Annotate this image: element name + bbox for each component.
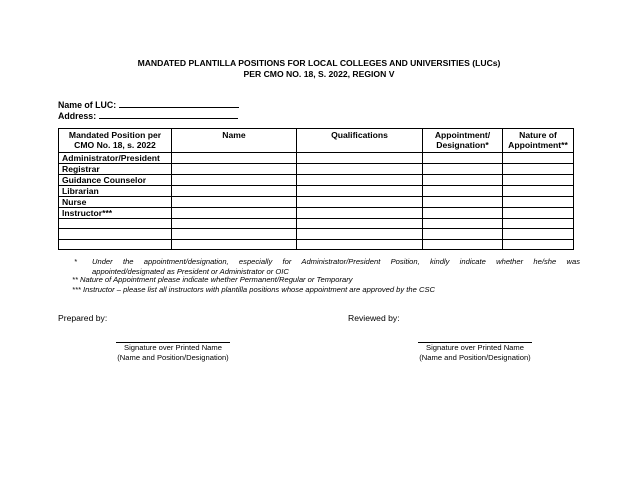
appointment-cell[interactable]: [423, 175, 503, 186]
luc-name-blank[interactable]: [119, 99, 239, 108]
qualifications-cell[interactable]: [297, 229, 423, 239]
position-cell: Guidance Counselor: [59, 175, 172, 186]
qualifications-cell[interactable]: [297, 219, 423, 229]
name-cell[interactable]: [172, 175, 297, 186]
name-cell[interactable]: [172, 186, 297, 197]
table-row: [59, 164, 574, 175]
address-label: Address:: [58, 111, 97, 121]
prepared-by-label: Prepared by:: [58, 313, 108, 323]
header-appointment: [423, 129, 503, 153]
position-cell: Librarian: [59, 186, 172, 197]
address-blank[interactable]: [99, 110, 238, 119]
appointment-cell[interactable]: [423, 229, 503, 239]
appointment-cell[interactable]: [423, 186, 503, 197]
appointment-cell[interactable]: [423, 153, 503, 164]
qualifications-cell[interactable]: [297, 153, 423, 164]
position-cell[interactable]: [59, 229, 172, 239]
qualifications-cell[interactable]: [297, 208, 423, 219]
appointment-cell[interactable]: [423, 219, 503, 229]
appointment-cell[interactable]: [423, 239, 503, 249]
qualifications-cell[interactable]: [297, 164, 423, 175]
name-cell[interactable]: [172, 153, 297, 164]
name-cell[interactable]: [172, 229, 297, 239]
reviewed-signature-caption: [405, 343, 545, 363]
prepared-caption-line1: Signature over Printed Name: [124, 343, 222, 352]
title-line-1: MANDATED PLANTILLA POSITIONS FOR LOCAL COLLEGES AND UNIVERSITIES (LUCs): [137, 58, 501, 68]
qualifications-cell[interactable]: [297, 175, 423, 186]
position-cell[interactable]: [59, 219, 172, 229]
reviewed-by-label: Reviewed by:: [348, 313, 400, 323]
header-position-line2: CMO No. 18, s. 2022: [74, 140, 156, 150]
footnote-1-line2: appointed/designated as President or Administrator or OIC: [92, 267, 289, 276]
position-cell: Instructor***: [59, 208, 172, 219]
nature-cell[interactable]: [503, 239, 574, 249]
nature-cell[interactable]: [503, 208, 574, 219]
reviewed-caption-line2: (Name and Position/Designation): [419, 353, 531, 362]
nature-cell[interactable]: [503, 197, 574, 208]
luc-name-label: Name of LUC:: [58, 100, 117, 110]
nature-cell[interactable]: [503, 153, 574, 164]
title-line-2: PER CMO NO. 18, S. 2022, REGION V: [243, 69, 395, 79]
position-cell[interactable]: [59, 239, 172, 249]
footnote-1-line1: Under the appointment/designation, especially for Administrator/President Position, kindly indicate whether he/she was: [92, 257, 580, 266]
header-nature-line2: Appointment**: [508, 140, 568, 150]
nature-cell[interactable]: [503, 175, 574, 186]
name-cell[interactable]: [172, 197, 297, 208]
address-field[interactable]: [58, 110, 238, 122]
table-header-row: [59, 129, 574, 153]
header-mandated-position: [59, 129, 172, 153]
header-name: Name: [172, 129, 297, 153]
table-row: [59, 219, 574, 229]
footnote-appointment: [58, 257, 580, 277]
name-cell[interactable]: [172, 208, 297, 219]
name-cell[interactable]: [172, 219, 297, 229]
name-cell[interactable]: [172, 164, 297, 175]
header-nature: [503, 129, 574, 153]
plantilla-table: [58, 128, 574, 250]
header-nature-line1: Nature of: [519, 130, 557, 140]
document-title: [0, 58, 638, 80]
header-position-line1: Mandated Position per: [68, 130, 162, 140]
footnote-1-marker: *: [74, 257, 77, 266]
table-row: [59, 208, 574, 219]
reviewed-caption-line1: Signature over Printed Name: [426, 343, 524, 352]
table-row: [59, 197, 574, 208]
table-row: [59, 229, 574, 239]
footnote-instructor: *** Instructor – please list all instructors with plantilla positions whose appointment are approved by the CSC: [72, 285, 435, 294]
appointment-cell[interactable]: [423, 197, 503, 208]
prepared-signature-caption: [103, 343, 243, 363]
appointment-cell[interactable]: [423, 208, 503, 219]
qualifications-cell[interactable]: [297, 186, 423, 197]
qualifications-cell[interactable]: [297, 239, 423, 249]
header-appointment-line1: Appointment/: [434, 130, 491, 140]
prepared-caption-line2: (Name and Position/Designation): [117, 353, 229, 362]
table-row: [59, 153, 574, 164]
qualifications-cell[interactable]: [297, 197, 423, 208]
header-appointment-line2: Designation*: [436, 140, 489, 150]
table-row: [59, 186, 574, 197]
name-cell[interactable]: [172, 239, 297, 249]
appointment-cell[interactable]: [423, 164, 503, 175]
header-qualifications: Qualifications: [297, 129, 423, 153]
nature-cell[interactable]: [503, 164, 574, 175]
footnote-nature: ** Nature of Appointment please indicate whether Permanent/Regular or Temporary: [72, 275, 353, 284]
nature-cell[interactable]: [503, 219, 574, 229]
table-row: [59, 239, 574, 249]
table-row: [59, 175, 574, 186]
nature-cell[interactable]: [503, 186, 574, 197]
position-cell: Administrator/President: [59, 153, 172, 164]
nature-cell[interactable]: [503, 229, 574, 239]
position-cell: Nurse: [59, 197, 172, 208]
position-cell: Registrar: [59, 164, 172, 175]
